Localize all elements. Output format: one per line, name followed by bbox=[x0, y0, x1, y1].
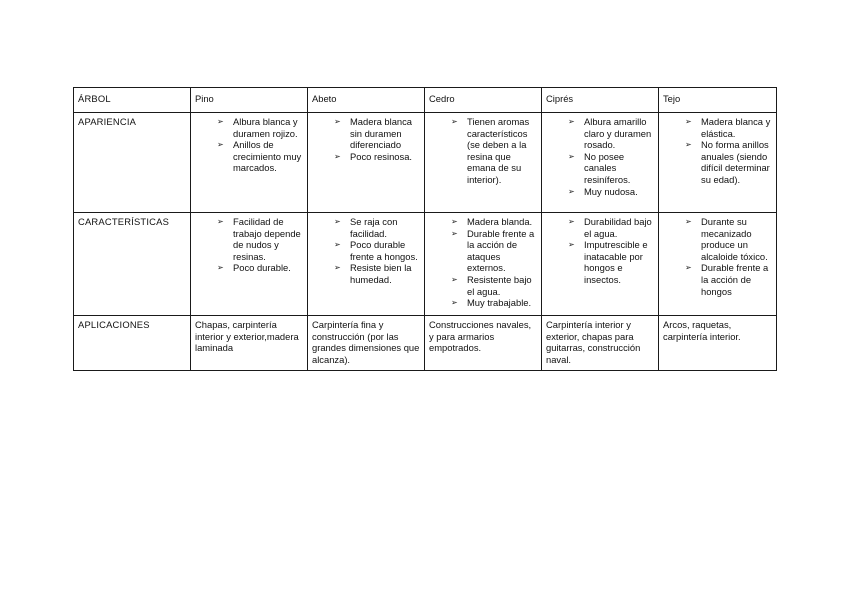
arrow-bullet-icon: ➢ bbox=[568, 186, 575, 196]
arrow-bullet-icon: ➢ bbox=[451, 217, 458, 226]
list-item: ➢ Se raja con facilidad. bbox=[334, 216, 398, 239]
bullet-list bbox=[429, 216, 538, 309]
list-item: ➢ Poco durable frente a hongos. bbox=[334, 239, 418, 262]
header-cell-tejo: Tejo bbox=[659, 88, 777, 113]
arrow-bullet-icon: ➢ bbox=[217, 140, 224, 150]
list-item: ➢ Madera blanca sin duramen diferenciado bbox=[334, 116, 413, 151]
arrow-bullet-icon: ➢ bbox=[685, 117, 692, 126]
arrow-bullet-icon: ➢ bbox=[334, 240, 341, 250]
arrow-bullet-icon: ➢ bbox=[217, 117, 224, 126]
arrow-bullet-icon: ➢ bbox=[334, 263, 341, 273]
cell-apariencia-abeto bbox=[308, 113, 425, 213]
table-row-caracteristicas bbox=[74, 213, 777, 316]
bullet-list bbox=[195, 216, 304, 274]
header-cell-arbol: ÁRBOL bbox=[74, 88, 191, 113]
row-label-apariencia: APARIENCIA bbox=[74, 113, 191, 213]
arrow-bullet-icon: ➢ bbox=[568, 151, 575, 161]
cell-caracteristicas-cipres bbox=[542, 213, 659, 316]
arrow-bullet-icon: ➢ bbox=[685, 217, 692, 226]
list-item: ➢ Facilidad de trabajo depende de nudos y resinas. bbox=[217, 216, 301, 262]
header-cell-cedro: Cedro bbox=[425, 88, 542, 113]
cell-apariencia-pino bbox=[191, 113, 308, 213]
cell-caracteristicas-cedro bbox=[425, 213, 542, 316]
list-item: ➢ No forma anillos anuales (siendo difícil determinar su edad). bbox=[685, 139, 770, 185]
cell-aplicaciones-pino: Chapas, carpintería interior y exterior,madera laminada bbox=[191, 316, 308, 371]
list-item: ➢ Madera blanda. bbox=[451, 216, 533, 227]
bullet-list bbox=[546, 216, 655, 286]
arrow-bullet-icon: ➢ bbox=[334, 117, 341, 126]
bullet-list bbox=[429, 116, 538, 186]
header-cell-abeto: Abeto bbox=[308, 88, 425, 113]
cell-aplicaciones-abeto: Carpintería fina y construcción (por las grandes dimensiones que alcanza). bbox=[308, 316, 425, 371]
cell-caracteristicas-pino bbox=[191, 213, 308, 316]
bullet-list bbox=[546, 116, 655, 197]
list-item: ➢ Madera blanca y elástica. bbox=[685, 116, 771, 139]
cell-caracteristicas-abeto bbox=[308, 213, 425, 316]
arrow-bullet-icon: ➢ bbox=[568, 117, 575, 126]
arrow-bullet-icon: ➢ bbox=[334, 151, 341, 161]
list-item: ➢ Durable frente a la acción de ataques externos. bbox=[451, 227, 535, 274]
list-item: ➢ Anillos de crecimiento muy marcados. bbox=[217, 139, 302, 174]
list-item: ➢ Muy nudosa. bbox=[568, 185, 638, 197]
arrow-bullet-icon: ➢ bbox=[451, 117, 458, 126]
list-item: ➢ Resistente bajo el agua. bbox=[451, 273, 532, 297]
cell-apariencia-cedro bbox=[425, 113, 542, 213]
bullet-list bbox=[663, 116, 773, 186]
list-item: ➢ Muy trabajable. bbox=[451, 297, 532, 309]
cell-apariencia-tejo bbox=[659, 113, 777, 213]
list-item: ➢ Imputrescible e inatacable por hongos e insectos. bbox=[568, 239, 648, 285]
bullet-list bbox=[663, 216, 773, 297]
wood-comparison-table bbox=[73, 87, 777, 371]
arrow-bullet-icon: ➢ bbox=[334, 217, 341, 226]
row-label-caracteristicas: CARACTERÍSTICAS bbox=[74, 213, 191, 316]
cell-caracteristicas-tejo bbox=[659, 213, 777, 316]
arrow-bullet-icon: ➢ bbox=[217, 217, 224, 226]
list-item: ➢ Durable frente a la acción de hongos bbox=[685, 262, 769, 297]
bullet-list bbox=[195, 116, 304, 174]
list-item: ➢ Poco durable. bbox=[217, 262, 291, 274]
header-cell-cipres: Ciprés bbox=[542, 88, 659, 113]
bullet-list bbox=[312, 116, 421, 162]
list-item: ➢ Poco resinosa. bbox=[334, 150, 413, 162]
cell-apariencia-cipres bbox=[542, 113, 659, 213]
list-item: ➢ Albura amarillo claro y duramen rosado. bbox=[568, 116, 652, 151]
row-label-aplicaciones: APLICACIONES bbox=[74, 316, 191, 371]
arrow-bullet-icon: ➢ bbox=[451, 274, 458, 284]
arrow-bullet-icon: ➢ bbox=[451, 298, 458, 308]
list-item: ➢ Resiste bien la humedad. bbox=[334, 262, 412, 285]
list-item: ➢ Durante su mecanizado produce un alcaloide tóxico. bbox=[685, 216, 768, 262]
arrow-bullet-icon: ➢ bbox=[685, 140, 692, 150]
header-cell-pino: Pino bbox=[191, 88, 308, 113]
cell-aplicaciones-tejo: Arcos, raquetas, carpintería interior. bbox=[659, 316, 777, 371]
arrow-bullet-icon: ➢ bbox=[568, 217, 575, 226]
list-item: ➢ Albura blanca y duramen rojizo. bbox=[217, 116, 298, 139]
bullet-list bbox=[312, 216, 421, 286]
table-header-row bbox=[74, 88, 777, 113]
table-row-apariencia bbox=[74, 113, 777, 213]
cell-aplicaciones-cipres: Carpintería interior y exterior, chapas para guitarras, construcción naval. bbox=[542, 316, 659, 371]
cell-aplicaciones-cedro: Construcciones navales, y para armarios empotrados. bbox=[425, 316, 542, 371]
arrow-bullet-icon: ➢ bbox=[217, 263, 224, 273]
list-item: ➢ Tienen aromas característicos (se deben a la resina que emana de su interior). bbox=[451, 116, 530, 185]
arrow-bullet-icon: ➢ bbox=[568, 240, 575, 250]
list-item: ➢ No posee canales resiníferos. bbox=[568, 150, 631, 185]
list-item: ➢ Durabilidad bajo el agua. bbox=[568, 216, 652, 239]
arrow-bullet-icon: ➢ bbox=[451, 228, 458, 238]
table-row-aplicaciones bbox=[74, 316, 777, 371]
arrow-bullet-icon: ➢ bbox=[685, 263, 692, 273]
